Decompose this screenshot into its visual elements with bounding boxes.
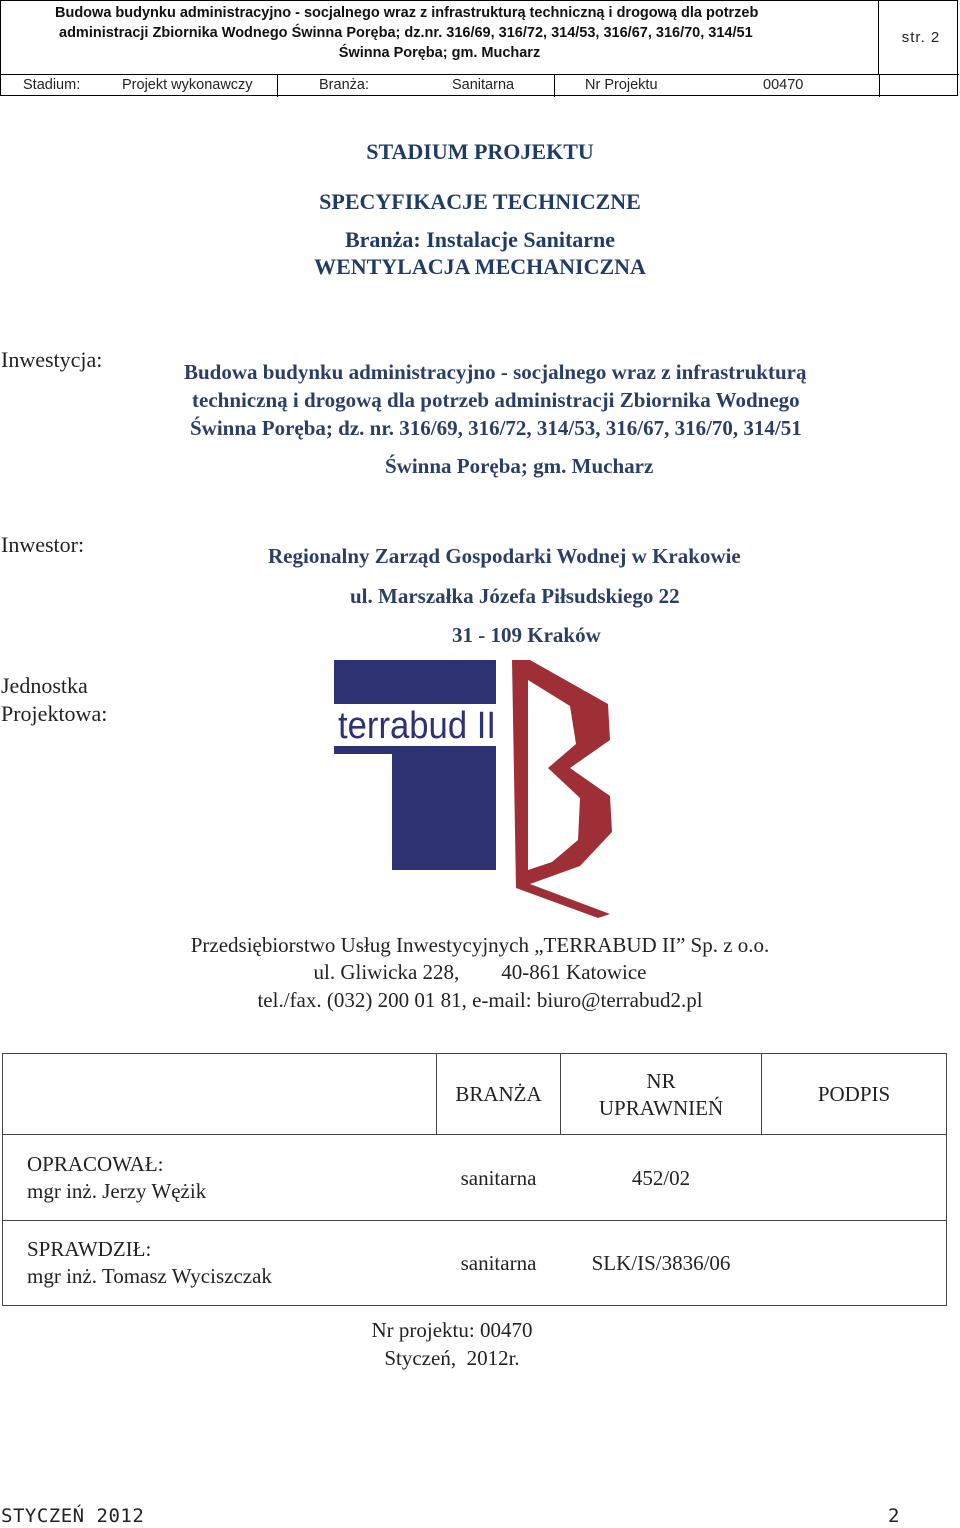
footer-date: STYCZEŃ 2012 xyxy=(1,1505,145,1527)
row-person: mgr inż. Jerzy Wężik xyxy=(27,1179,207,1203)
col-header-nr-line1: NR xyxy=(646,1069,676,1093)
company-name: Przedsiębiorstwo Usług Inwestycyjnych „TERRABUD II” Sp. z o.o. xyxy=(190,933,770,957)
header-page-number: str. 2 xyxy=(879,1,959,75)
table-divider xyxy=(3,1220,946,1221)
logo-navy-block xyxy=(334,660,496,696)
col-header-nr xyxy=(561,1068,761,1122)
unit-label-line2: Projektowa: xyxy=(1,701,108,726)
investor-street: ul. Marszałka Józefa Piłsudskiego 22 xyxy=(350,584,680,608)
row-nr: SLK/IS/3836/06 xyxy=(591,1251,731,1275)
header-divider xyxy=(879,75,880,97)
col-header-branza: BRANŻA xyxy=(455,1082,542,1106)
stage-title: STADIUM PROJEKTU xyxy=(366,139,594,164)
row-nr: 452/02 xyxy=(631,1166,691,1190)
table-divider xyxy=(3,1134,946,1135)
investment-line2: techniczną i drogową dla potrzeb administracji Zbiornika Wodnego xyxy=(192,388,800,412)
header-title-line1: Budowa budynku administracyjno - socjalnego wraz z infrastrukturą techniczną i drogową dla potrzeb xyxy=(55,5,759,21)
col-header-podpis: PODPIS xyxy=(817,1082,891,1106)
investor-city: 31 - 109 Kraków xyxy=(452,623,601,647)
branza-title: Branża: Instalacje Sanitarne xyxy=(344,227,616,252)
row-branza: sanitarna xyxy=(460,1166,537,1190)
document-header xyxy=(0,0,958,96)
company-contact: tel./fax. (032) 200 01 81, e-mail: biuro@terrabud2.pl xyxy=(257,988,703,1012)
investment-line3: Świnna Poręba; dz. nr. 316/69, 316/72, 314/53, 316/67, 316/70, 314/51 xyxy=(190,416,802,440)
terrabud-logo xyxy=(330,656,615,920)
branza-value: Sanitarna xyxy=(452,77,515,93)
header-title-line2: administracji Zbiornika Wodnego Świnna Poręba; dz.nr. 316/69, 316/72, 314/53, 316/67, 316/70, 314/51 xyxy=(59,25,753,41)
project-number: Nr projektu: 00470 xyxy=(371,1318,533,1342)
spec-title: SPECYFIKACJE TECHNICZNE xyxy=(319,189,641,214)
row-role: OPRACOWAŁ: xyxy=(27,1152,164,1176)
stadium-value: Projekt wykonawczy xyxy=(122,77,253,93)
row-role: SPRAWDZIŁ: xyxy=(27,1237,152,1261)
header-title-line3: Świnna Poręba; gm. Mucharz xyxy=(338,45,541,61)
logo-text: terrabud II xyxy=(338,705,496,747)
investor-name: Regionalny Zarząd Gospodarki Wodnej w Krakowie xyxy=(268,544,741,568)
investment-line1: Budowa budynku administracyjno - socjalnego wraz z infrastrukturą xyxy=(184,360,807,384)
project-date: Styczeń, 2012r. xyxy=(384,1346,520,1370)
logo-navy-stem xyxy=(392,754,496,870)
footer-page-number: 2 xyxy=(888,1505,900,1527)
stadium-label: Stadium: xyxy=(23,77,81,93)
signature-table xyxy=(2,1053,947,1306)
col-header-nr-line2: UPRAWNIEŃ xyxy=(598,1096,724,1120)
system-title: WENTYLACJA MECHANICZNA xyxy=(314,254,646,279)
nr-project-label: Nr Projektu xyxy=(585,77,658,93)
unit-label-line1: Jednostka xyxy=(1,673,88,698)
header-info-row xyxy=(1,75,959,97)
branza-label: Branża: xyxy=(319,77,369,93)
header-divider xyxy=(277,75,278,97)
header-divider xyxy=(554,75,555,97)
header-title xyxy=(1,1,879,75)
investment-line4: Świnna Poręba; gm. Mucharz xyxy=(385,454,654,478)
investor-label: Inwestor: xyxy=(1,532,85,557)
row-person: mgr inż. Tomasz Wyciszczak xyxy=(27,1264,272,1288)
row-branza: sanitarna xyxy=(460,1251,537,1275)
company-address: ul. Gliwicka 228, 40-861 Katowice xyxy=(313,960,647,984)
investment-label: Inwestycja: xyxy=(1,347,103,372)
nr-project-value: 00470 xyxy=(763,77,804,93)
